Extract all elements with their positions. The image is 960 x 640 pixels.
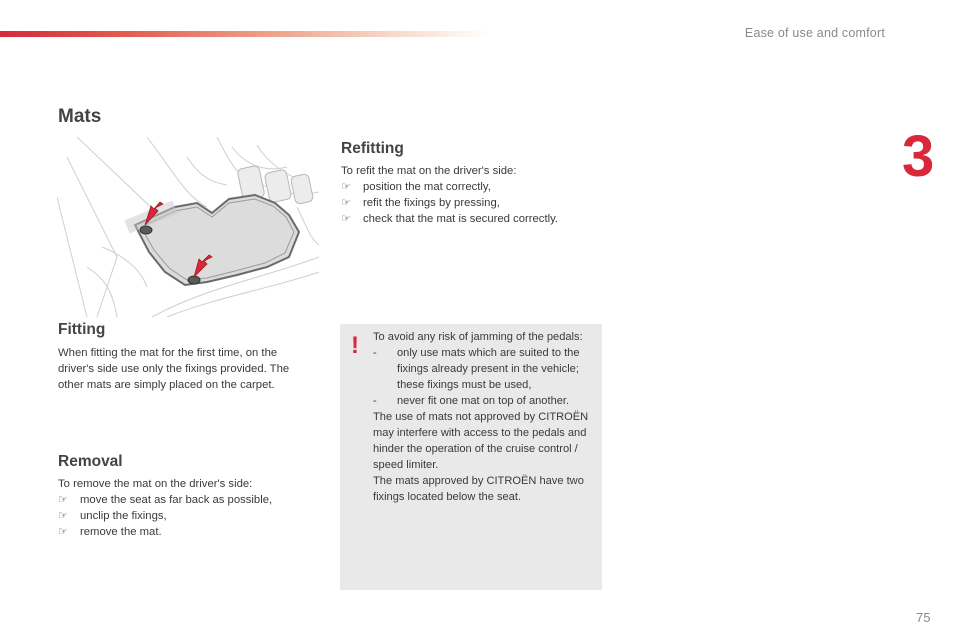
removal-heading: Removal [58, 453, 123, 470]
hand-pointer-icon: ☞ [341, 181, 351, 193]
removal-section [58, 476, 308, 540]
removal-steps [58, 492, 308, 540]
list-item: ☞ remove the mat. [58, 526, 162, 538]
page-number: 75 [916, 610, 931, 625]
refitting-intro: To refit the mat on the driver's side: [341, 165, 517, 177]
page-title: Mats [58, 106, 102, 127]
list-item: ☞ move the seat as far back as possible, [58, 494, 273, 506]
warning-para-2: The mats approved by CITROËN have two fixings located below the seat. [373, 475, 584, 503]
refitting-steps [341, 179, 601, 227]
warning-icon: ! [351, 332, 359, 359]
hand-pointer-icon: ☞ [58, 510, 68, 522]
list-item: ☞ unclip the fixings, [58, 510, 167, 522]
fitting-heading: Fitting [58, 321, 106, 338]
warning-para-1: The use of mats not approved by CITROËN may interfere with access to the pedals and hinder the operation of the cruise control / speed limiter. [373, 411, 589, 471]
list-item: ☞ refit the fixings by pressing, [341, 197, 500, 209]
refitting-heading: Refitting [341, 140, 404, 157]
hand-pointer-icon: ☞ [58, 494, 68, 506]
warning-list [373, 345, 595, 409]
section-title: Ease of use and comfort [744, 26, 885, 40]
list-item: ☞ check that the mat is secured correctly. [341, 213, 559, 225]
warning-intro: To avoid any risk of jamming of the pedals: [373, 331, 583, 343]
fitting-text: When fitting the mat for the first time, on the driver's side use only the fixings provided. The other mats are simply placed on the carpet. [58, 347, 290, 391]
header-accent-bar [0, 31, 490, 37]
list-item: - never fit one mat on top of another. [373, 395, 570, 407]
list-item: - only use mats which are suited to the fixings already present in the vehicle; these fixings must be used, [373, 347, 580, 391]
hand-pointer-icon: ☞ [58, 526, 68, 538]
warning-text [373, 329, 595, 505]
list-item: ☞ position the mat correctly, [341, 181, 491, 193]
hand-pointer-icon: ☞ [341, 213, 351, 225]
refitting-section [341, 163, 601, 227]
removal-intro: To remove the mat on the driver's side: [58, 478, 253, 490]
mat-illustration [57, 137, 319, 317]
chapter-number: 3 [902, 124, 935, 189]
hand-pointer-icon: ☞ [341, 197, 351, 209]
